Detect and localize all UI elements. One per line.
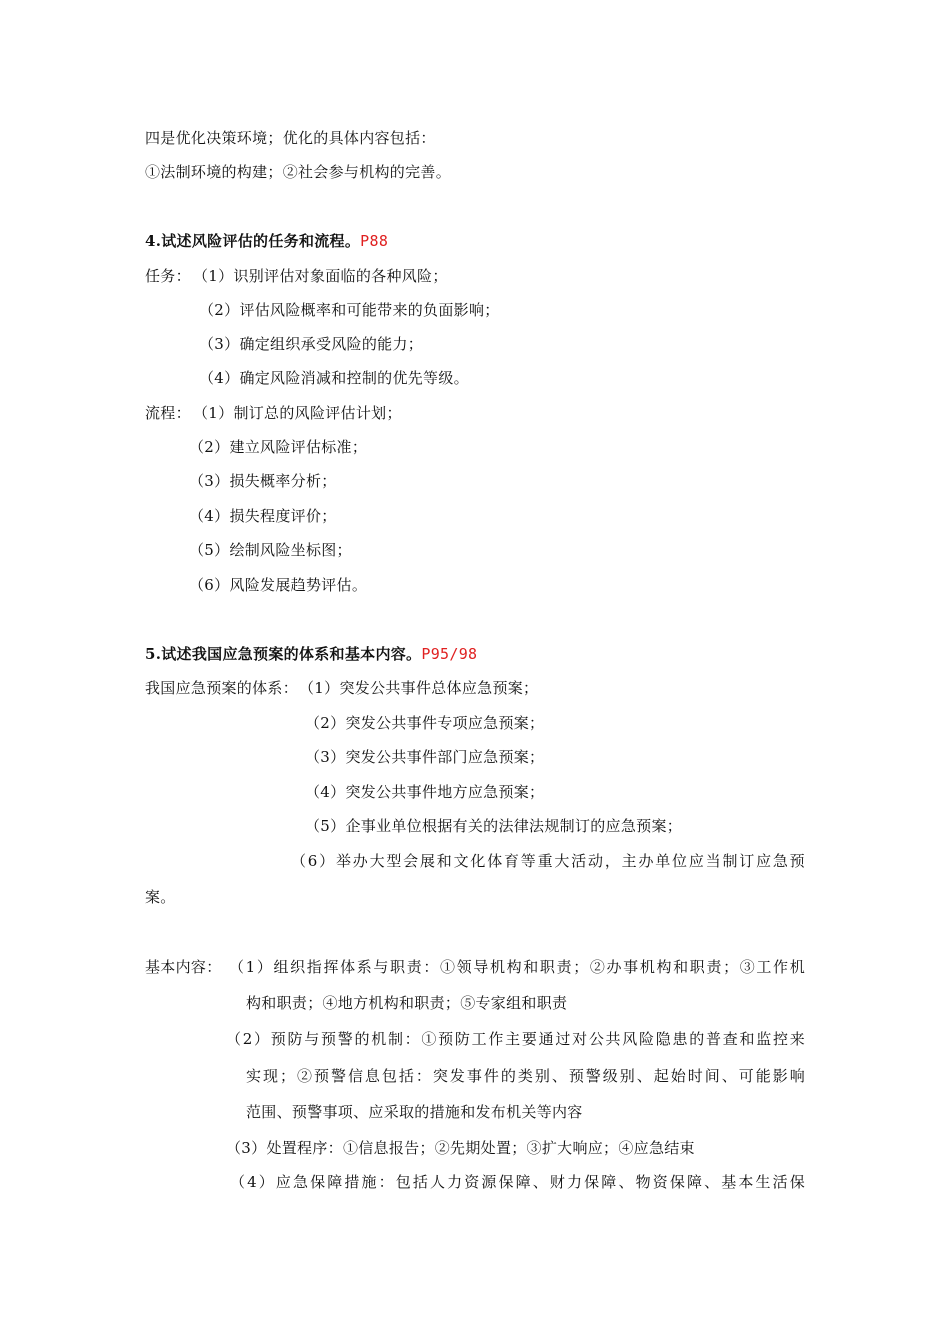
q4-process-item: （3）损失概率分析； [189,472,337,490]
q5-system-item: （5）企事业单位根据有关的法律法规制订的应急预案； [305,817,683,835]
q5-system-item: （2）突发公共事件专项应急预案； [305,714,545,732]
q4-task-item: （2）评估风险概率和可能带来的负面影响； [199,301,500,319]
q4-process-item: （2）建立风险评估标准； [189,438,368,456]
q5-system-item: （1）突发公共事件总体应急预案； [299,679,539,697]
q4-process-item: （6）风险发展趋势评估。 [189,576,368,594]
intro-line-1: 四是优化决策环境；优化的具体内容包括： [145,129,436,147]
q4-process-item: （5）绘制风险坐标图； [189,541,352,559]
q4-heading [145,230,388,252]
q5-system-label: 我国应急预案的体系： [145,679,299,697]
q5-system-item: （3）突发公共事件部门应急预案； [305,748,545,766]
q4-task-item: （4）确定风险消减和控制的优先等级。 [199,369,469,387]
q5-page-ref: P95/98 [421,645,478,663]
q5-system-item: （4）突发公共事件地方应急预案； [305,783,545,801]
q5-system-item: （6）举办大型会展和文化体育等重大活动，主办单位应当制订应急预 [291,852,805,870]
q5-content-label: 基本内容： [145,958,222,976]
q5-content-2-line-3: 范围、预警事项、应采取的措施和发布机关等内容 [246,1103,583,1121]
q5-content-1-line-1: （1）组织指挥体系与职责：①领导机构和职责；②办事机构和职责；③工作机 [229,958,805,976]
q4-task-item: （1）识别评估对象面临的各种风险； [193,267,448,285]
q5-heading [145,643,477,665]
q5-title: 5.试述我国应急预案的体系和基本内容。 [145,645,422,663]
q5-content-1-line-2: 构和职责；④地方机构和职责；⑤专家组和职责 [246,994,568,1012]
q5-system-tail: 案。 [145,888,176,906]
q4-process-item: （4）损失程度评价； [189,507,337,525]
q4-task-item: （3）确定组织承受风险的能力； [199,335,424,353]
q4-task-label: 任务： [145,267,191,285]
q4-title: 4.试述风险评估的任务和流程。 [145,232,361,250]
q4-process-label: 流程： [145,404,191,422]
q4-process-item: （1）制订总的风险评估计划； [193,404,402,422]
intro-line-2: ①法制环境的构建；②社会参与机构的完善。 [145,163,452,181]
q4-page-ref: P88 [360,232,389,250]
q5-content-3-line-1: （3）处置程序：①信息报告；②先期处置；③扩大响应；④应急结束 [226,1139,695,1157]
q5-content-2-line-1: （2）预防与预警的机制：①预防工作主要通过对公共风险隐患的普查和监控来 [226,1030,805,1048]
q5-content-2-line-2: 实现；②预警信息包括：突发事件的类别、预警级别、起始时间、可能影响 [246,1067,805,1085]
q5-content-4-line-1: （4）应急保障措施：包括人力资源保障、财力保障、物资保障、基本生活保 [230,1173,805,1191]
